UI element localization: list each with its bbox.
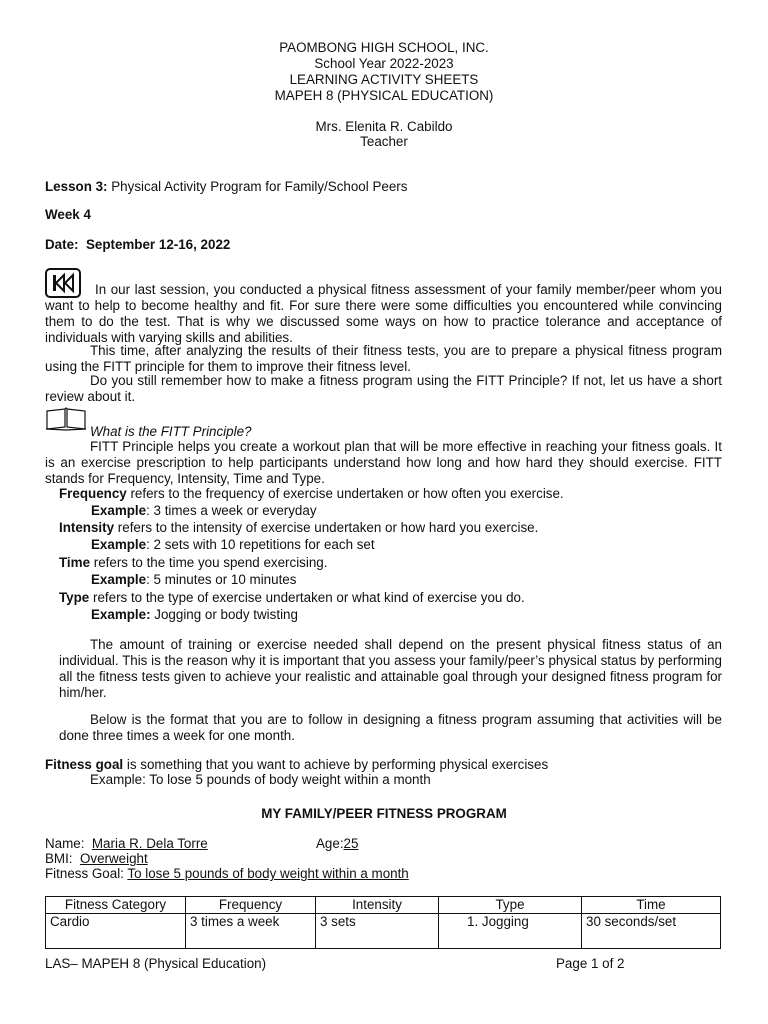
name-value: Maria R. Dela Torre	[91, 836, 208, 851]
goal-line: Fitness Goal: To lose 5 pounds of body weight within a month	[45, 866, 409, 881]
time-line: Time refers to the time you spend exercising.	[59, 555, 328, 570]
lesson-label: Lesson 3:	[45, 179, 108, 194]
lesson-line	[45, 179, 407, 195]
fitness-program-table	[45, 896, 721, 949]
body-paragraph-4: The amount of training or exercise needed shall depend on the present physical fitness status of an individual. This is the reason why it is important that you assess your family/peer’s physical status by performing all the fitness tests given to achieve your realistic and attainable goal through your designed fitness program for him/her.	[59, 637, 722, 700]
fitness-goal-line: Fitness goal is something that you want to achieve by performing physical exercises	[45, 757, 549, 772]
cell-intensity: 3 sets	[316, 914, 439, 949]
week-label: Week 4	[45, 207, 91, 222]
school-year: School Year 2022-2023	[314, 56, 454, 71]
date-value: September 12-16, 2022	[85, 237, 231, 252]
header-type: Type	[439, 897, 582, 914]
program-title: MY FAMILY/PEER FITNESS PROGRAM	[261, 806, 507, 821]
intensity-example: Example: 2 sets with 10 repetitions for each set	[91, 537, 375, 552]
bmi-value: Overweight	[79, 851, 148, 866]
age-value: 25	[343, 836, 359, 851]
cell-time: 30 seconds/set	[582, 914, 721, 949]
fitness-goal-example: Example: To lose 5 pounds of body weight within a month	[90, 772, 431, 787]
footer-page: Page 1 of 2	[556, 956, 625, 971]
table-row	[46, 914, 721, 949]
subject-title: MAPEH 8 (PHYSICAL EDUCATION)	[274, 88, 494, 103]
teacher-role: Teacher	[360, 134, 408, 149]
age-line: Age:25	[316, 836, 359, 851]
type-example: Example: Jogging or body twisting	[91, 607, 298, 622]
fitt-definition	[45, 439, 722, 487]
name-line: Name: Maria R. Dela Torre	[45, 836, 208, 851]
header-time: Time	[582, 897, 721, 914]
time-example: Example: 5 minutes or 10 minutes	[91, 572, 297, 587]
date-line	[45, 237, 230, 253]
fitt-definition-text: helps you create a workout plan that will be more effective in reaching your fitness goals. It is an exercise prescription to help participants understand how long and how hard they should exercise. FITT stands for Frequency, Intensity, Time and Type.	[45, 439, 722, 486]
footer-left: LAS– MAPEH 8 (Physical Education)	[45, 956, 267, 971]
cell-frequency: 3 times a week	[186, 914, 316, 949]
intensity-line: Intensity refers to the intensity of exercise undertaken or how hard you exercise.	[59, 520, 539, 535]
date-label: Date:	[45, 237, 79, 252]
header-fitness-category: Fitness Category	[46, 897, 186, 914]
sheet-title: LEARNING ACTIVITY SHEETS	[289, 72, 479, 87]
cell-category: Cardio	[46, 914, 186, 949]
school-name: PAOMBONG HIGH SCHOOL, INC.	[279, 40, 489, 55]
frequency-line: Frequency refers to the frequency of exercise undertaken or how often you exercise.	[59, 486, 564, 501]
lesson-title: Physical Activity Program for Family/School Peers	[111, 179, 408, 194]
header-intensity: Intensity	[316, 897, 439, 914]
intro-paragraph-3: Do you still remember how to make a fitness program using the FITT Principle? If not, let us have a short review about it.	[45, 373, 722, 404]
bmi-line: BMI: Overweight	[45, 851, 148, 866]
goal-value: To lose 5 pounds of body weight within a month	[127, 866, 409, 881]
intro-paragraph-1: In our last session, you conducted a physical fitness assessment of your family member/peer whom you want to help to become healthy and fit. For sure there were some difficulties you encountered while convincing them to do the test. That is why we discussed some ways on how to practice tolerance and acceptance of individuals with varying skills and abilities.	[45, 282, 722, 345]
header-frequency: Frequency	[186, 897, 316, 914]
type-line: Type refers to the type of exercise undertaken or what kind of exercise you do.	[59, 590, 525, 605]
table-header-row	[46, 897, 721, 914]
intro-paragraph-2: This time, after analyzing the results of their fitness tests, you are to prepare a physical fitness program using the FITT principle for them to improve their fitness level.	[45, 343, 722, 374]
teacher-name: Mrs. Elenita R. Cabildo	[315, 119, 453, 134]
fitt-question: What is the FITT Principle?	[90, 424, 252, 439]
frequency-example: Example: 3 times a week or everyday	[91, 503, 317, 518]
book-icon	[45, 407, 87, 431]
cell-type: 1. Jogging	[439, 914, 582, 949]
body-paragraph-5: Below is the format that you are to follow in designing a fitness program assuming that activities will be done three times a week for one month.	[59, 712, 722, 743]
fitt-term: FITT Principle	[90, 439, 174, 454]
